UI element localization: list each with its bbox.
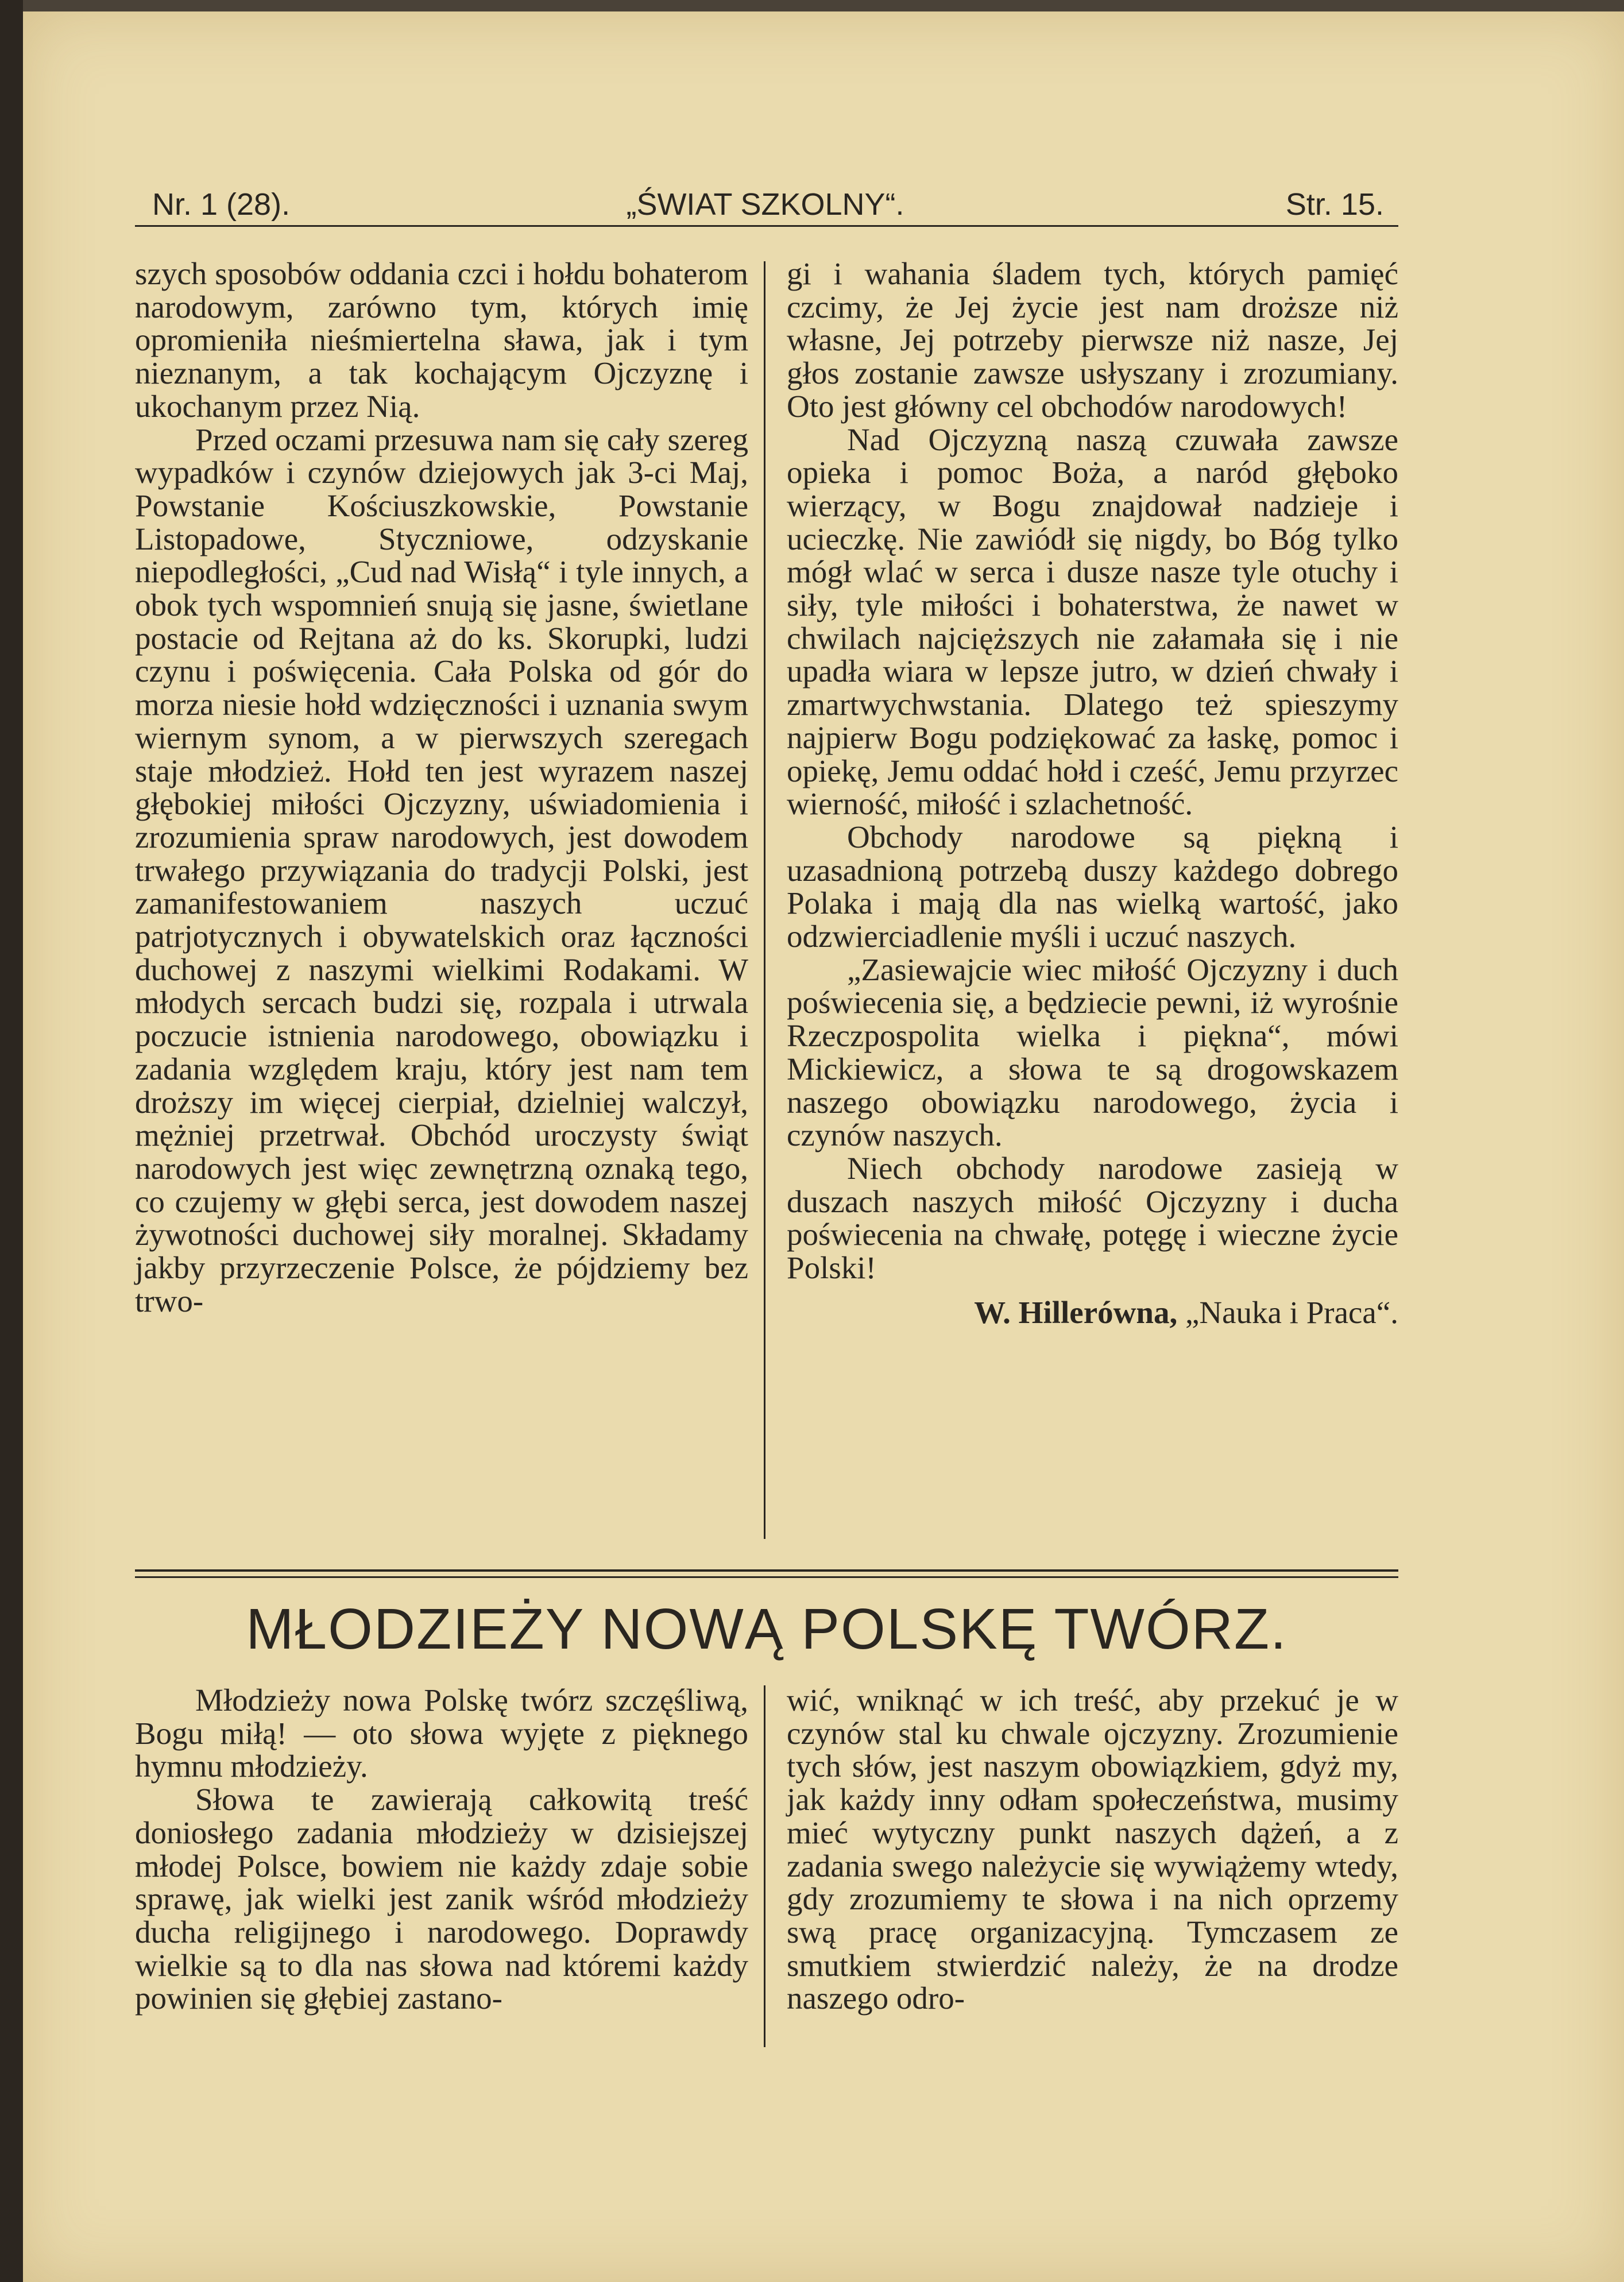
issue-number: Nr. 1 (28). xyxy=(152,187,291,222)
paragraph: Słowa te zawierają całkowitą treść doniosłego zadania młodzieży w dzisiejszej młodej Polsce, bowiem nie każdy zdaje sobie sprawę, jak wielki jest zanik wśród młodzieży ducha religijnego i narodowego. Doprawdy wielkie są to dla nas słowa nad któremi każdy powinien się głębiej zastano- xyxy=(135,1782,748,2016)
column-divider xyxy=(764,261,765,1539)
journal-title: „ŚWIAT SZKOLNY“. xyxy=(626,187,904,222)
article-title: MŁODZIEŻY NOWĄ POLSKĘ TWÓRZ. xyxy=(246,1597,1287,1661)
paragraph: wić, wniknąć w ich treść, aby przekuć je w czynów stal ku chwale ojczyzny. Zrozumienie tych słów, jest naszym obowiązkiem, gdyż my, jak każdy inny odłam społeczeństwa, musimy mieć wytyczny punkt naszych dążeń, a z zadania swego należycie się wywiążemy wtedy, gdy zrozumiemy te słowa i na nich oprzemy swą pracę organizacyjną. Tymczasem ze smutkiem stwierdzić należy, że na drodze naszego odro- xyxy=(787,1683,1398,2016)
paragraph: „Zasiewajcie wiec miłość Ojczyzny i duch poświecenia się, a będziecie pewni, iż wyrośnie Rzeczpospolita wielka i piękna“, mówi Mickiewicz, a słowa te są drogowskazem naszego obowiązku narodowego, życia i czynów naszych. xyxy=(787,952,1398,1153)
paragraph: Niech obchody narodowe zasieją w duszach naszych miłość Ojczyzny i ducha poświecenia na chwałę, potęgę i wieczne życie Polski! xyxy=(787,1150,1398,1286)
source-name: „Nauka i Praca“. xyxy=(1185,1294,1398,1330)
paragraph: szych sposobów oddania czci i hołdu bohaterom narodowym, zarówno tym, których imię opromieniła nieśmiertelna sława, jak i tym nieznanym, a tak kochającym Ojczyznę i ukochanym przez Nią. xyxy=(135,256,748,424)
article1-column-right xyxy=(787,257,1398,1329)
paragraph: Przed oczami przesuwa nam się cały szereg wypadków i czynów dziejowych jak 3-ci Maj, Powstanie Kościuszkowskie, Powstanie Listopadowe, Styczniowe, odzyskanie niepodległości, „Cud nad Wisłą“ i tyle innych, a obok tych wspomnień snują się jasne, świetlane postacie od Rejtana aż do ks. Skorupki, ludzi czynu i poświęcenia. Cała Polska od gór do morza niesie hołd wdzięczności i uznania swym wiernym synom, a w pierwszych szeregach staje młodzież. Hołd ten jest wyrazem naszej głębokiej miłości Ojczyzny, uświadomienia i zrozumienia spraw narodowych, jest dowodem trwałego przywiązania do tradycji Polski, jest zamanifestowaniem naszych uczuć patrjotycznych i obywatelskich oraz łączności duchowej z naszymi wielkimi Rodakami. W młodych sercach budzi się, rozpala i utrwala poczucie istnienia narodowego, obowiązku i zadania względem kraju, który jest nam tem droższy im więcej cierpiał, dzielniej walczył, mężniej przetrwał. Obchód uroczysty świąt narodowych jest więc zewnętrzną oznaką tego, co czujemy w głębi serca, jest dowodem naszej żywotności duchowej siły moralnej. Składamy jakby przyrzeczenie Polsce, że pójdziemy bez trwo- xyxy=(135,421,748,1318)
paragraph: Młodzieży nowa Polskę twórz szczęśliwą, Bogu miłą! — oto słowa wyjęte z pięknego hymnu młodzieży. xyxy=(135,1683,748,1784)
page-number: Str. 15. xyxy=(1285,187,1384,222)
binding-edge xyxy=(0,0,23,2282)
article2-column-left xyxy=(135,1684,748,2015)
section-divider xyxy=(135,1576,1398,1578)
article1-column-left xyxy=(135,257,748,1318)
section-divider xyxy=(135,1569,1398,1572)
running-head xyxy=(135,187,1395,227)
header-rule xyxy=(135,225,1398,227)
author-name: W. Hillerówna, xyxy=(974,1294,1178,1330)
paragraph: Obchody narodowe są piękną i uzasadnioną potrzebą duszy każdego dobrego Polaka i mają dla nas wielką wartość, jako odzwierciadlenie myśli i uczuć naszych. xyxy=(787,819,1398,954)
author-signature xyxy=(787,1296,1398,1329)
column-divider xyxy=(764,1685,765,2047)
paragraph: gi i wahania śladem tych, których pamięć czcimy, że Jej życie jest nam droższe niż własne, Jej potrzeby pierwsze niż nasze, Jej głos zostanie zawsze usłyszany i zrozumiany. Oto jest główny cel obchodów narodowych! xyxy=(787,256,1398,424)
paragraph: Nad Ojczyzną naszą czuwała zawsze opieka i pomoc Boża, a naród głęboko wierzący, w Bogu znajdował nadzieje i ucieczkę. Nie zawiódł się nigdy, bo Bóg tylko mógł wlać w serca i dusze nasze tyle otuchy i siły, tyle miłości i bohaterstwa, że nawet w chwilach najcięższych nie załamała się i nie upadła wiara w lepsze jutro, w dzień chwały i zmartwychwstania. Dlatego też spieszymy najpierw Bogu podziękować za łaskę, pomoc i opiekę, Jemu oddać hołd i cześć, Jemu przyrzec wierność, miłość i szlachetność. xyxy=(787,421,1398,822)
article2-column-right xyxy=(787,1684,1398,2015)
